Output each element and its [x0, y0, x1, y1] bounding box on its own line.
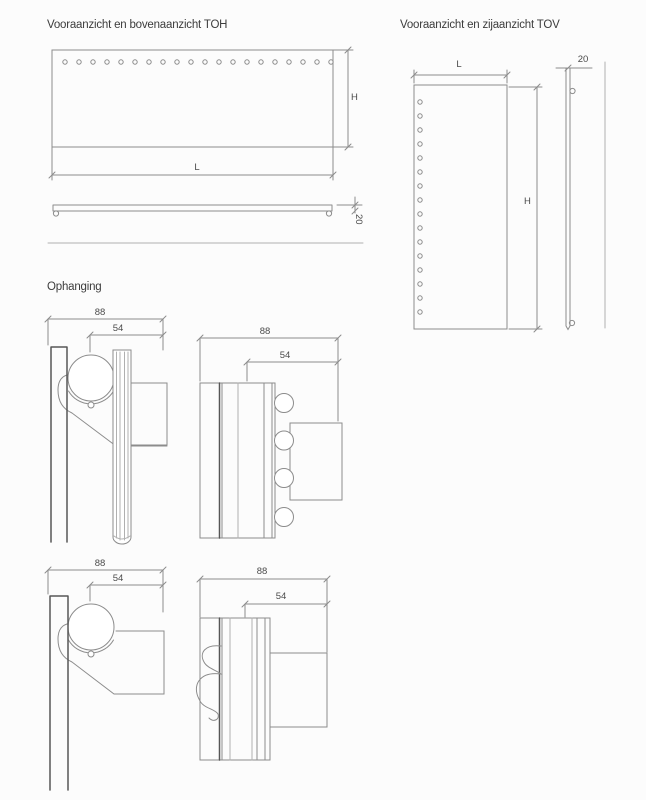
panel-section — [200, 618, 270, 760]
toh-length-dimension — [49, 147, 336, 180]
tov-side-bar — [566, 68, 570, 330]
cradle-nub — [88, 651, 94, 657]
toh-depth-label: 20 — [353, 214, 364, 225]
tov-front-view — [411, 70, 542, 332]
tube-section — [68, 604, 114, 650]
tov-side-view — [556, 62, 605, 330]
tube-sections — [275, 394, 294, 527]
toh-tube-holes — [63, 60, 333, 64]
toh-height-label: H — [351, 92, 358, 103]
detail-d-outer-width-label: 88 — [256, 566, 268, 577]
toh-hook-right — [326, 211, 331, 216]
tov-section-title: Vooraanzicht en zijaanzicht TOV — [400, 19, 560, 31]
toh-top-view — [48, 197, 363, 243]
detail-c-inner-width-label: 54 — [112, 573, 124, 584]
toh-length-label: L — [194, 162, 200, 173]
mount-detail-lower-side — [45, 567, 166, 790]
tov-depth-label: 20 — [577, 54, 589, 65]
bracket-plate — [270, 653, 327, 727]
panel-profile-lines — [222, 618, 265, 760]
toh-panel-outline — [52, 50, 333, 147]
tov-length-dimension — [411, 70, 510, 83]
mount-detail-lower-top — [196, 576, 330, 760]
tov-panel-outline — [414, 85, 507, 329]
panel-profile-light — [230, 618, 252, 760]
toh-height-dimension — [333, 47, 353, 150]
toh-hook-left — [53, 211, 58, 216]
cradle-nub — [88, 402, 94, 408]
detail-b-outer-width-label: 88 — [259, 326, 271, 337]
mount-detail-upper-side — [45, 316, 167, 544]
toh-top-bar — [53, 205, 332, 211]
detail-c-outer-width-label: 88 — [94, 558, 106, 569]
tube-section — [68, 355, 114, 401]
toh-depth-dimension — [337, 197, 362, 214]
tov-tube-holes — [418, 100, 422, 314]
mount-detail-upper-top — [197, 335, 342, 538]
detail-a-inner-width-label: 54 — [112, 323, 124, 334]
toh-section-title: Vooraanzicht en bovenaanzicht TOH — [47, 19, 228, 31]
panel-profile-lines — [222, 383, 272, 538]
detail-b-dimensions — [197, 335, 341, 421]
detail-a-outer-width-label: 88 — [94, 307, 106, 318]
tov-length-label: L — [456, 59, 462, 70]
tov-height-dimension — [509, 84, 542, 332]
detail-d-dimensions — [197, 576, 330, 652]
detail-d-inner-width-label: 54 — [275, 591, 287, 602]
toh-front-view — [49, 47, 353, 180]
tov-depth-dimension — [556, 65, 592, 71]
detail-b-inner-width-label: 54 — [279, 350, 291, 361]
detail-c-dimensions — [45, 567, 166, 612]
tov-height-label: H — [524, 196, 531, 207]
ophanging-section-title: Ophanging — [47, 281, 102, 293]
bracket-plate — [290, 423, 342, 500]
tov-hook-top — [570, 88, 575, 93]
